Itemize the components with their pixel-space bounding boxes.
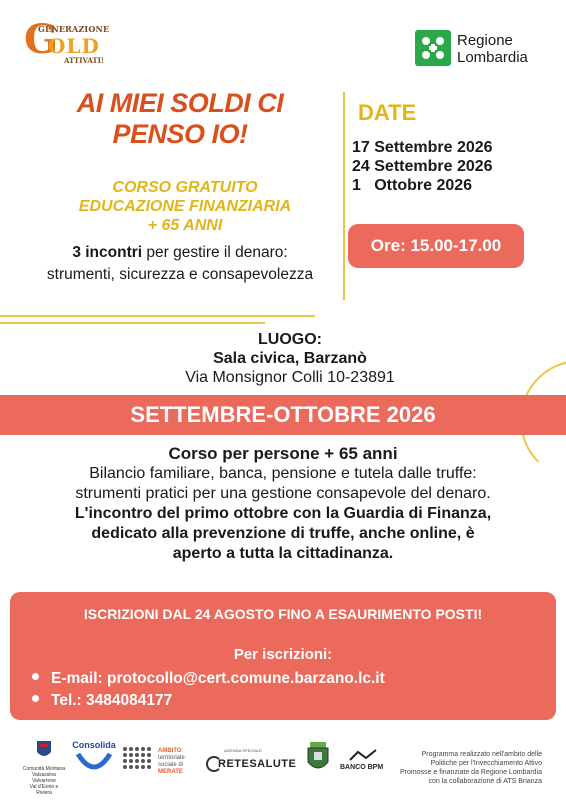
generazione-logo-g: G [24,16,59,63]
date-item: 1 Ottobre 2026 [352,177,473,194]
email-text: E-mail: protocollo@cert.comune.barzano.lc.it [51,670,385,687]
desc-line1: Bilancio familiare, banca, pensione e tutela dalle truffe: [89,465,477,482]
desc-line2: strumenti pratici per una gestione consapevole del denaro. [75,485,491,502]
registration-sub: Per iscrizioni: [233,646,333,663]
date-item: 24 Settembre 2026 [352,158,493,175]
regione-line2: Lombardia [457,49,528,66]
divider-line [0,315,315,317]
credit-line4: con la collaborazione di ATS Brianza [428,778,542,785]
course-line1: CORSO GRATUITO [112,179,258,196]
generazione-old-logo [24,16,114,70]
registration-box [10,592,556,720]
intro-rest: per gestire il denaro: [142,244,288,261]
course-line3: + 65 ANNI [147,217,223,234]
venue-label: LUOGO: [258,331,322,348]
banco-arrow-icon [348,748,378,764]
comunita-line3: Val d'Esino e Riviera [29,784,59,796]
ambito-line3: sociale di [158,762,184,768]
divider-line [0,322,265,324]
ambito-merate-logo [122,740,202,780]
generazione-logo-sub: ATTIVATI! [64,56,104,65]
page-title [30,88,330,150]
comunita-line2: Valsassina Valvarrone [32,772,56,784]
title-line1: AI MIEI SOLDI CI [76,88,284,118]
intro-bold: 3 incontri [72,244,143,261]
dates-list [352,138,493,195]
phone-text: Tel.: 3484084177 [51,692,173,709]
date-item: 17 Settembre 2026 [352,139,493,156]
generazione-logo-top: GENERAZIONE [38,24,110,34]
retesalute-logo [206,740,298,780]
retesalute-small: AZIENDA SPECIALE [224,748,262,753]
generazione-logo-old: OLD [48,34,100,58]
barzano-crest-logo [304,740,332,780]
desc-bold2: dedicato alla prevenzione di truffe, anche online, è [91,525,475,542]
course-subtitle [40,178,330,235]
venue-block [120,330,460,387]
banco-text: BANCO BPM [340,764,384,771]
desc-heading: Corso per persone + 65 anni [168,444,398,463]
credit-line2: Politiche per l'Invecchiamento Attivo [430,760,542,767]
time-badge: Ore: 15.00-17.00 [348,224,524,268]
consolida-text: Consolida [72,740,116,750]
venue-name: Sala civica, Barzanò [213,350,367,367]
banco-bpm-logo [338,740,392,780]
desc-bold1: L'incontro del primo ottobre con la Guardia di Finanza, [74,505,492,522]
dates-heading: DATE [358,100,417,125]
regione-lombardia-logo [415,30,555,68]
comunita-line1: Comunità Montana [22,766,66,772]
retesalute-text: RETESALUTE [218,758,297,770]
shield-icon [22,740,66,762]
course-intro [15,242,345,286]
comunita-montana-logo [22,740,66,796]
registration-phone[interactable] [32,692,172,710]
credit-line1: Programma realizzato nell'ambito delle [421,751,542,758]
credit-line3: Promosse e finanziate da Regione Lombardia [399,769,542,776]
bullet-icon [32,673,39,680]
venue-address: Via Monsignor Colli 10-23891 [185,369,395,386]
vertical-divider [343,92,345,300]
program-credit [392,750,542,786]
ambito-line4: MERATE [158,769,183,775]
dots-grid-icon [122,746,156,776]
ambito-line1: AMBITO [158,748,182,754]
registration-email[interactable] [32,670,385,688]
consolida-arc-icon [72,750,116,776]
course-description [10,444,556,564]
ambito-line2: territoriale [158,755,185,761]
crest-icon [304,740,332,776]
regione-line1: Regione [457,32,513,49]
course-line2: EDUCAZIONE FINANZIARIA [78,198,292,215]
regione-lombardia-text [457,32,528,66]
desc-bold3: aperto a tutta la cittadinanza. [172,545,394,562]
intro-line2: strumenti, sicurezza e consapevolezza [46,266,314,283]
period-band: SETTEMBRE-OTTOBRE 2026 [0,395,566,435]
title-line2: PENSO IO! [112,119,248,149]
regione-rose-icon [415,30,451,66]
registration-heading: ISCRIZIONI DAL 24 AGOSTO FINO A ESAURIMENTO POSTI! [83,606,483,622]
bullet-icon [32,695,39,702]
consolida-logo [72,740,116,780]
